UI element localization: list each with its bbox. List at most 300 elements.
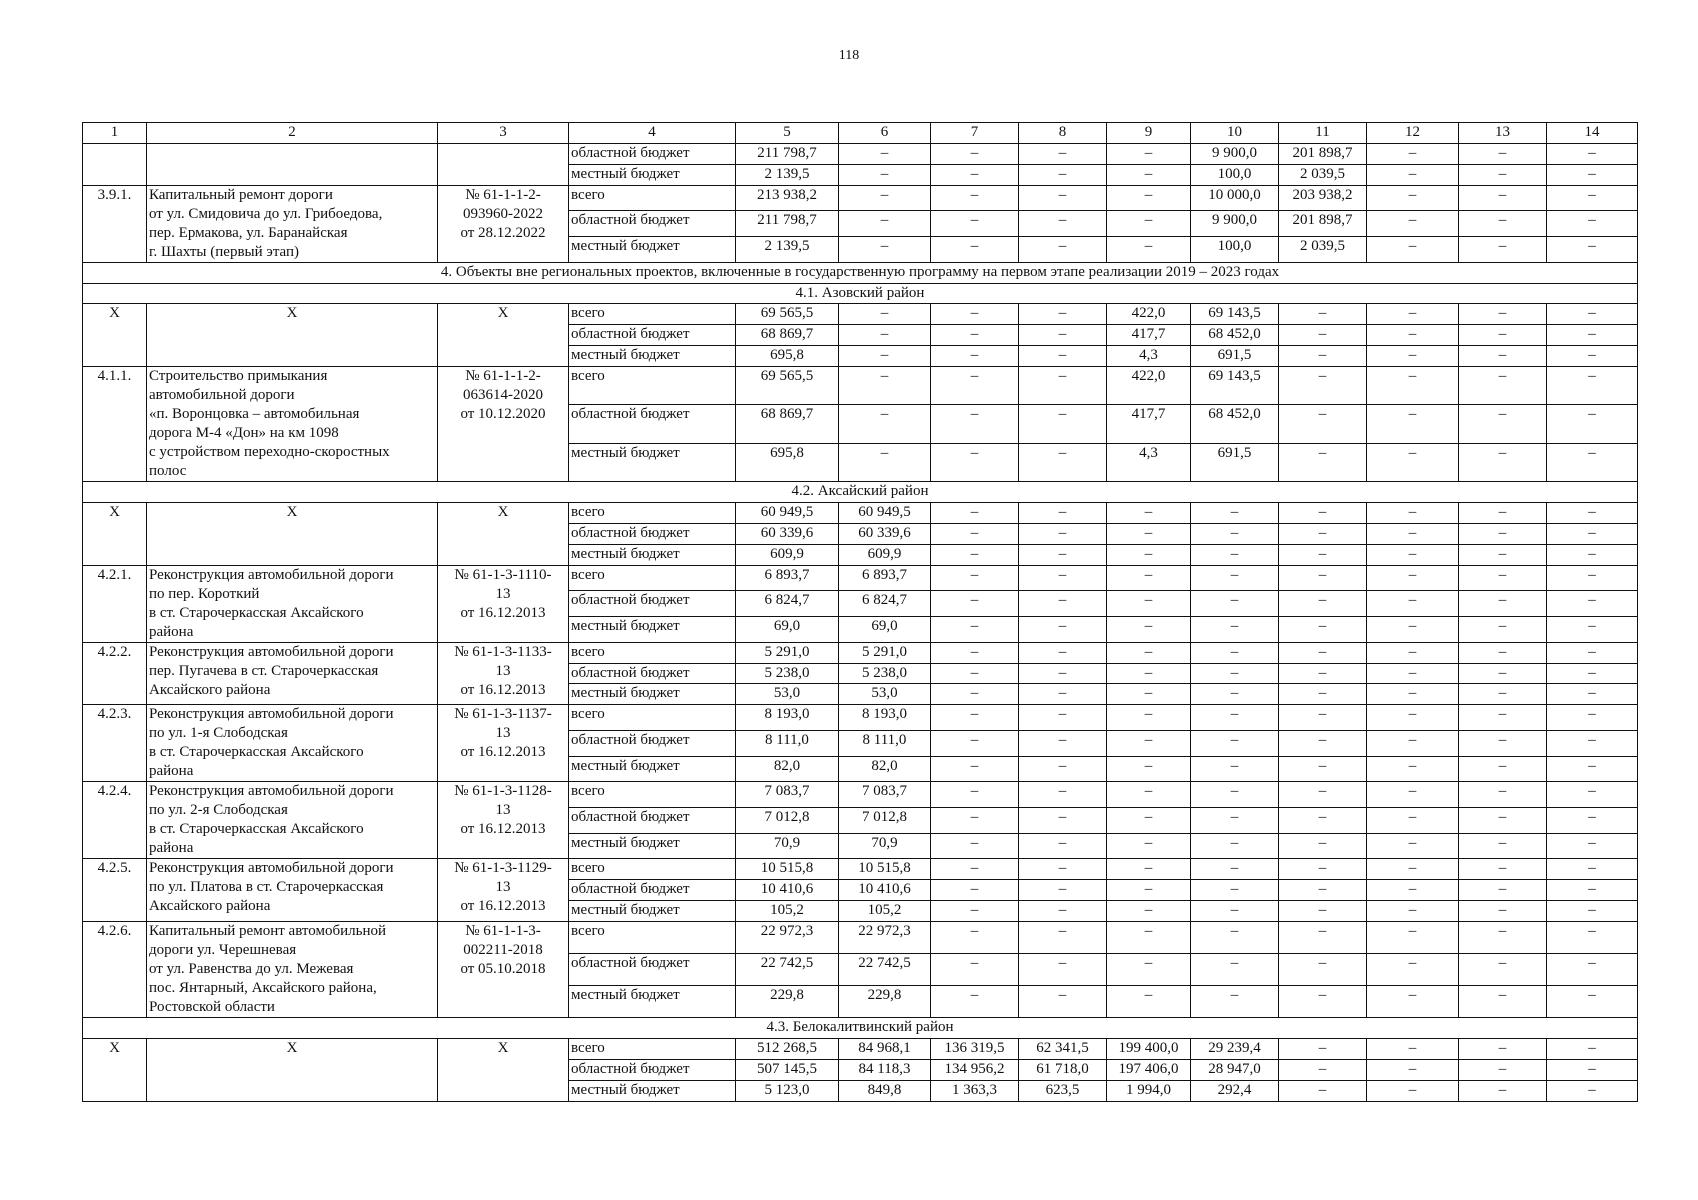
value-cell-col-7: – bbox=[931, 756, 1019, 782]
object-name-line: по пер. Короткий bbox=[149, 585, 260, 602]
value-cell-col-5: 211 798,7 bbox=[736, 143, 839, 164]
table-row bbox=[83, 304, 1638, 325]
value-cell-col-9: 4,3 bbox=[1107, 346, 1191, 367]
object-document bbox=[438, 565, 569, 642]
value-cell-col-12: – bbox=[1367, 367, 1459, 405]
value-cell-col-6: 82,0 bbox=[839, 756, 931, 782]
value-cell-col-7: – bbox=[931, 808, 1019, 834]
value-cell-col-14: – bbox=[1547, 503, 1638, 524]
budget-type-regional-budget: областной бюджет bbox=[569, 731, 736, 757]
value-cell-col-7: – bbox=[931, 782, 1019, 808]
value-cell-col-13: – bbox=[1459, 617, 1547, 643]
value-cell-col-7: – bbox=[931, 642, 1019, 663]
object-number: 4.2.3. bbox=[83, 705, 147, 782]
value-cell-col-7: – bbox=[931, 236, 1019, 262]
value-cell-col-13: – bbox=[1459, 591, 1547, 617]
x-mark: Х bbox=[147, 304, 438, 367]
object-name-line: района bbox=[149, 840, 194, 857]
empty-cell bbox=[438, 143, 569, 185]
value-cell-col-12: – bbox=[1367, 986, 1459, 1018]
value-cell-col-9: – bbox=[1107, 859, 1191, 880]
value-cell-col-10: – bbox=[1191, 922, 1279, 954]
value-cell-col-6: 8 111,0 bbox=[839, 731, 931, 757]
value-cell-col-12: – bbox=[1367, 731, 1459, 757]
column-header: 1 bbox=[83, 123, 147, 144]
value-cell-col-14: – bbox=[1547, 756, 1638, 782]
value-cell-col-13: – bbox=[1459, 503, 1547, 524]
value-cell-col-10: – bbox=[1191, 901, 1279, 922]
value-cell-col-9: 422,0 bbox=[1107, 304, 1191, 325]
value-cell-col-9: – bbox=[1107, 922, 1191, 954]
value-cell-col-13: – bbox=[1459, 1038, 1547, 1059]
budget-type-local-budget: местный бюджет bbox=[569, 684, 736, 705]
value-cell-col-12: – bbox=[1367, 833, 1459, 859]
value-cell-col-11: – bbox=[1279, 705, 1367, 731]
value-cell-col-14: – bbox=[1547, 565, 1638, 591]
object-name-line: полос bbox=[149, 463, 187, 480]
value-cell-col-11: – bbox=[1279, 1059, 1367, 1080]
value-cell-col-14: – bbox=[1547, 684, 1638, 705]
budget-type-local-budget: местный бюджет bbox=[569, 164, 736, 185]
value-cell-col-7: – bbox=[931, 705, 1019, 731]
value-cell-col-11: – bbox=[1279, 1080, 1367, 1101]
value-cell-col-6: 229,8 bbox=[839, 986, 931, 1018]
value-cell-col-10: 9 900,0 bbox=[1191, 143, 1279, 164]
page-number: 118 bbox=[838, 48, 860, 63]
column-header: 14 bbox=[1547, 123, 1638, 144]
object-name bbox=[147, 705, 438, 782]
value-cell-col-12: – bbox=[1367, 591, 1459, 617]
column-header: 9 bbox=[1107, 123, 1191, 144]
value-cell-col-14: – bbox=[1547, 405, 1638, 443]
value-cell-col-9: – bbox=[1107, 705, 1191, 731]
object-document-line: 13 bbox=[495, 802, 511, 819]
value-cell-col-8: – bbox=[1019, 922, 1107, 954]
value-cell-col-8: – bbox=[1019, 443, 1107, 481]
value-cell-col-5: 68 869,7 bbox=[736, 325, 839, 346]
value-cell-col-12: – bbox=[1367, 1080, 1459, 1101]
value-cell-col-8: – bbox=[1019, 565, 1107, 591]
value-cell-col-8: – bbox=[1019, 756, 1107, 782]
object-name-line: района bbox=[149, 623, 194, 640]
value-cell-col-13: – bbox=[1459, 782, 1547, 808]
object-number: 4.2.4. bbox=[83, 782, 147, 859]
value-cell-col-9: – bbox=[1107, 663, 1191, 684]
value-cell-col-14: – bbox=[1547, 1038, 1638, 1059]
value-cell-col-10: 68 452,0 bbox=[1191, 325, 1279, 346]
value-cell-col-13: – bbox=[1459, 731, 1547, 757]
object-document bbox=[438, 185, 569, 262]
value-cell-col-5: 2 139,5 bbox=[736, 236, 839, 262]
value-cell-col-6: – bbox=[839, 325, 931, 346]
value-cell-col-11: – bbox=[1279, 901, 1367, 922]
value-cell-col-12: – bbox=[1367, 544, 1459, 565]
budget-type-local-budget: местный бюджет bbox=[569, 443, 736, 481]
value-cell-col-13: – bbox=[1459, 346, 1547, 367]
value-cell-col-5: 105,2 bbox=[736, 901, 839, 922]
value-cell-col-5: 10 410,6 bbox=[736, 880, 839, 901]
value-cell-col-12: – bbox=[1367, 642, 1459, 663]
value-cell-col-11: – bbox=[1279, 833, 1367, 859]
value-cell-col-8: – bbox=[1019, 325, 1107, 346]
value-cell-col-13: – bbox=[1459, 544, 1547, 565]
district-heading bbox=[83, 1018, 1638, 1039]
value-cell-col-10: 691,5 bbox=[1191, 443, 1279, 481]
value-cell-col-7: – bbox=[931, 617, 1019, 643]
value-cell-col-10: 9 900,0 bbox=[1191, 211, 1279, 237]
budget-table bbox=[82, 122, 1638, 1102]
value-cell-col-8: – bbox=[1019, 859, 1107, 880]
table-body bbox=[83, 123, 1638, 1102]
value-cell-col-9: – bbox=[1107, 642, 1191, 663]
value-cell-col-12: – bbox=[1367, 164, 1459, 185]
value-cell-col-6: 60 949,5 bbox=[839, 503, 931, 524]
value-cell-col-13: – bbox=[1459, 642, 1547, 663]
object-document bbox=[438, 859, 569, 922]
object-name-line: Реконструкция автомобильной дороги bbox=[149, 706, 394, 723]
value-cell-col-5: 69 565,5 bbox=[736, 304, 839, 325]
object-name-line: Аксайского района bbox=[149, 898, 271, 915]
budget-type-local-budget: местный бюджет bbox=[569, 346, 736, 367]
value-cell-col-7: – bbox=[931, 325, 1019, 346]
value-cell-col-11: 2 039,5 bbox=[1279, 164, 1367, 185]
value-cell-col-13: – bbox=[1459, 986, 1547, 1018]
value-cell-col-11: – bbox=[1279, 523, 1367, 544]
value-cell-col-14: – bbox=[1547, 367, 1638, 405]
value-cell-col-7: – bbox=[931, 880, 1019, 901]
value-cell-col-10: 292,4 bbox=[1191, 1080, 1279, 1101]
value-cell-col-10: – bbox=[1191, 808, 1279, 834]
value-cell-col-8: – bbox=[1019, 211, 1107, 237]
value-cell-col-10: – bbox=[1191, 591, 1279, 617]
empty-cell bbox=[83, 143, 147, 185]
value-cell-col-13: – bbox=[1459, 325, 1547, 346]
value-cell-col-14: – bbox=[1547, 954, 1638, 986]
x-mark: Х bbox=[83, 503, 147, 566]
value-cell-col-12: – bbox=[1367, 705, 1459, 731]
value-cell-col-12: – bbox=[1367, 325, 1459, 346]
value-cell-col-7: – bbox=[931, 185, 1019, 211]
value-cell-col-9: – bbox=[1107, 544, 1191, 565]
value-cell-col-12: – bbox=[1367, 405, 1459, 443]
value-cell-col-13: – bbox=[1459, 304, 1547, 325]
value-cell-col-8: – bbox=[1019, 185, 1107, 211]
value-cell-col-5: 69,0 bbox=[736, 617, 839, 643]
value-cell-col-14: – bbox=[1547, 236, 1638, 262]
object-document-line: 093960-2022 bbox=[463, 205, 543, 222]
column-header: 11 bbox=[1279, 123, 1367, 144]
value-cell-col-9: – bbox=[1107, 731, 1191, 757]
value-cell-col-5: 22 972,3 bbox=[736, 922, 839, 954]
value-cell-col-11: – bbox=[1279, 663, 1367, 684]
value-cell-col-5: 6 824,7 bbox=[736, 591, 839, 617]
object-document bbox=[438, 922, 569, 1018]
value-cell-col-5: 53,0 bbox=[736, 684, 839, 705]
object-name-line: пос. Янтарный, Аксайского района, bbox=[149, 980, 377, 997]
value-cell-col-10: 100,0 bbox=[1191, 236, 1279, 262]
value-cell-col-9: – bbox=[1107, 211, 1191, 237]
value-cell-col-8: 623,5 bbox=[1019, 1080, 1107, 1101]
value-cell-col-11: – bbox=[1279, 642, 1367, 663]
budget-type-total: всего bbox=[569, 859, 736, 880]
value-cell-col-13: – bbox=[1459, 143, 1547, 164]
value-cell-col-13: – bbox=[1459, 443, 1547, 481]
value-cell-col-9: – bbox=[1107, 185, 1191, 211]
object-number: 4.2.2. bbox=[83, 642, 147, 705]
value-cell-col-10: – bbox=[1191, 833, 1279, 859]
budget-type-local-budget: местный бюджет bbox=[569, 1080, 736, 1101]
value-cell-col-5: 8 111,0 bbox=[736, 731, 839, 757]
value-cell-col-6: 7 083,7 bbox=[839, 782, 931, 808]
table-row bbox=[83, 367, 1638, 405]
value-cell-col-11: – bbox=[1279, 443, 1367, 481]
value-cell-col-14: – bbox=[1547, 1080, 1638, 1101]
value-cell-col-11: – bbox=[1279, 808, 1367, 834]
district-heading-title: 4.2. Аксайский район bbox=[83, 482, 1638, 503]
value-cell-col-10: – bbox=[1191, 565, 1279, 591]
budget-type-total: всего bbox=[569, 642, 736, 663]
value-cell-col-11: – bbox=[1279, 1038, 1367, 1059]
budget-type-total: всего bbox=[569, 1038, 736, 1059]
budget-type-local-budget: местный бюджет bbox=[569, 901, 736, 922]
budget-type-regional-budget: областной бюджет bbox=[569, 808, 736, 834]
section-heading-title: 4. Объекты вне региональных проектов, включенные в государственную программу на первом этапе реализации 2019 – 2023 годах bbox=[83, 262, 1638, 283]
object-name-line: Реконструкция автомобильной дороги bbox=[149, 783, 394, 800]
value-cell-col-6: 22 972,3 bbox=[839, 922, 931, 954]
value-cell-col-11: – bbox=[1279, 782, 1367, 808]
value-cell-col-10: 69 143,5 bbox=[1191, 367, 1279, 405]
object-name-line: в ст. Старочеркасская Аксайского bbox=[149, 604, 364, 621]
column-header: 2 bbox=[147, 123, 438, 144]
object-document-line: от 16.12.2013 bbox=[460, 744, 546, 761]
budget-type-regional-budget: областной бюджет bbox=[569, 325, 736, 346]
value-cell-col-8: – bbox=[1019, 544, 1107, 565]
value-cell-col-10: 69 143,5 bbox=[1191, 304, 1279, 325]
value-cell-col-6: 105,2 bbox=[839, 901, 931, 922]
object-name-line: от ул. Смидовича до ул. Грибоедова, bbox=[149, 205, 383, 222]
value-cell-col-14: – bbox=[1547, 859, 1638, 880]
object-document bbox=[438, 367, 569, 482]
value-cell-col-12: – bbox=[1367, 443, 1459, 481]
object-name-line: от ул. Равенства до ул. Межевая bbox=[149, 961, 354, 978]
value-cell-col-6: 7 012,8 bbox=[839, 808, 931, 834]
value-cell-col-5: 60 949,5 bbox=[736, 503, 839, 524]
value-cell-col-10: – bbox=[1191, 705, 1279, 731]
value-cell-col-10: 100,0 bbox=[1191, 164, 1279, 185]
object-name-line: дороги ул. Черешневая bbox=[149, 942, 297, 959]
table-row bbox=[83, 859, 1638, 880]
value-cell-col-11: – bbox=[1279, 617, 1367, 643]
value-cell-col-5: 60 339,6 bbox=[736, 523, 839, 544]
object-document-line: 063614-2020 bbox=[463, 387, 543, 404]
object-document-line: 13 bbox=[495, 662, 511, 679]
value-cell-col-7: 134 956,2 bbox=[931, 1059, 1019, 1080]
value-cell-col-6: 22 742,5 bbox=[839, 954, 931, 986]
value-cell-col-14: – bbox=[1547, 782, 1638, 808]
object-name bbox=[147, 185, 438, 262]
budget-type-local-budget: местный бюджет bbox=[569, 544, 736, 565]
value-cell-col-9: – bbox=[1107, 523, 1191, 544]
value-cell-col-8: 61 718,0 bbox=[1019, 1059, 1107, 1080]
value-cell-col-11: – bbox=[1279, 986, 1367, 1018]
value-cell-col-10: – bbox=[1191, 684, 1279, 705]
value-cell-col-5: 512 268,5 bbox=[736, 1038, 839, 1059]
value-cell-col-7: – bbox=[931, 731, 1019, 757]
value-cell-col-6: – bbox=[839, 346, 931, 367]
table-row bbox=[83, 143, 1638, 164]
value-cell-col-13: – bbox=[1459, 705, 1547, 731]
value-cell-col-7: 1 363,3 bbox=[931, 1080, 1019, 1101]
value-cell-col-9: – bbox=[1107, 833, 1191, 859]
value-cell-col-10: – bbox=[1191, 731, 1279, 757]
value-cell-col-8: – bbox=[1019, 304, 1107, 325]
value-cell-col-9: 417,7 bbox=[1107, 325, 1191, 346]
value-cell-col-9: 422,0 bbox=[1107, 367, 1191, 405]
value-cell-col-9: – bbox=[1107, 591, 1191, 617]
object-name-line: по ул. Платова в ст. Старочеркасская bbox=[149, 879, 384, 896]
value-cell-col-11: – bbox=[1279, 880, 1367, 901]
value-cell-col-9: 199 400,0 bbox=[1107, 1038, 1191, 1059]
value-cell-col-6: 84 968,1 bbox=[839, 1038, 931, 1059]
value-cell-col-9: 417,7 bbox=[1107, 405, 1191, 443]
object-document-line: от 16.12.2013 bbox=[460, 898, 546, 915]
value-cell-col-7: – bbox=[931, 663, 1019, 684]
value-cell-col-7: – bbox=[931, 859, 1019, 880]
value-cell-col-6: – bbox=[839, 367, 931, 405]
value-cell-col-5: 507 145,5 bbox=[736, 1059, 839, 1080]
object-name-line: Реконструкция автомобильной дороги bbox=[149, 566, 394, 583]
budget-type-total: всего bbox=[569, 565, 736, 591]
object-document bbox=[438, 782, 569, 859]
value-cell-col-9: – bbox=[1107, 236, 1191, 262]
value-cell-col-8: – bbox=[1019, 143, 1107, 164]
value-cell-col-14: – bbox=[1547, 325, 1638, 346]
object-name-line: «п. Воронцовка – автомобильная bbox=[149, 406, 360, 423]
value-cell-col-7: 136 319,5 bbox=[931, 1038, 1019, 1059]
value-cell-col-8: – bbox=[1019, 684, 1107, 705]
object-document-line: от 16.12.2013 bbox=[460, 821, 546, 838]
value-cell-col-10: – bbox=[1191, 642, 1279, 663]
object-document-line: № 61-1-3-1133- bbox=[454, 643, 552, 660]
value-cell-col-10: – bbox=[1191, 503, 1279, 524]
value-cell-col-11: – bbox=[1279, 405, 1367, 443]
district-heading-title: 4.3. Белокалитвинский район bbox=[83, 1018, 1638, 1039]
value-cell-col-8: – bbox=[1019, 617, 1107, 643]
value-cell-col-8: – bbox=[1019, 523, 1107, 544]
budget-type-total: всего bbox=[569, 782, 736, 808]
value-cell-col-14: – bbox=[1547, 443, 1638, 481]
value-cell-col-11: – bbox=[1279, 304, 1367, 325]
value-cell-col-10: 691,5 bbox=[1191, 346, 1279, 367]
value-cell-col-6: 69,0 bbox=[839, 617, 931, 643]
value-cell-col-11: – bbox=[1279, 346, 1367, 367]
value-cell-col-10: 28 947,0 bbox=[1191, 1059, 1279, 1080]
district-heading bbox=[83, 482, 1638, 503]
value-cell-col-8: – bbox=[1019, 591, 1107, 617]
value-cell-col-14: – bbox=[1547, 591, 1638, 617]
value-cell-col-6: 8 193,0 bbox=[839, 705, 931, 731]
value-cell-col-11: – bbox=[1279, 367, 1367, 405]
value-cell-col-9: – bbox=[1107, 901, 1191, 922]
budget-type-total: всего bbox=[569, 503, 736, 524]
value-cell-col-14: – bbox=[1547, 922, 1638, 954]
value-cell-col-12: – bbox=[1367, 901, 1459, 922]
value-cell-col-6: 10 410,6 bbox=[839, 880, 931, 901]
value-cell-col-12: – bbox=[1367, 346, 1459, 367]
value-cell-col-10: – bbox=[1191, 954, 1279, 986]
object-name-line: дорога М-4 «Дон» на км 1098 bbox=[149, 425, 339, 442]
object-name-line: пер. Ермакова, ул. Баранайская bbox=[149, 224, 348, 241]
value-cell-col-14: – bbox=[1547, 523, 1638, 544]
x-mark: Х bbox=[147, 1038, 438, 1101]
value-cell-col-14: – bbox=[1547, 617, 1638, 643]
object-name bbox=[147, 642, 438, 705]
budget-type-local-budget: местный бюджет bbox=[569, 756, 736, 782]
x-mark: Х bbox=[438, 304, 569, 367]
value-cell-col-8: – bbox=[1019, 367, 1107, 405]
value-cell-col-7: – bbox=[931, 304, 1019, 325]
value-cell-col-6: – bbox=[839, 405, 931, 443]
value-cell-col-5: 5 123,0 bbox=[736, 1080, 839, 1101]
value-cell-col-12: – bbox=[1367, 954, 1459, 986]
value-cell-col-12: – bbox=[1367, 143, 1459, 164]
budget-type-total: всего bbox=[569, 922, 736, 954]
value-cell-col-12: – bbox=[1367, 782, 1459, 808]
object-document bbox=[438, 705, 569, 782]
value-cell-col-9: – bbox=[1107, 782, 1191, 808]
value-cell-col-5: 211 798,7 bbox=[736, 211, 839, 237]
object-document-line: от 16.12.2013 bbox=[460, 681, 546, 698]
value-cell-col-5: 5 291,0 bbox=[736, 642, 839, 663]
object-name-line: в ст. Старочеркасская Аксайского bbox=[149, 821, 364, 838]
value-cell-col-14: – bbox=[1547, 164, 1638, 185]
value-cell-col-9: – bbox=[1107, 143, 1191, 164]
column-header: 4 bbox=[569, 123, 736, 144]
object-name-line: Строительство примыкания bbox=[149, 368, 328, 385]
value-cell-col-6: 10 515,8 bbox=[839, 859, 931, 880]
value-cell-col-6: 70,9 bbox=[839, 833, 931, 859]
x-mark: Х bbox=[147, 503, 438, 566]
object-document-line: № 61-1-3-1110- bbox=[454, 566, 552, 583]
value-cell-col-13: – bbox=[1459, 1080, 1547, 1101]
value-cell-col-12: – bbox=[1367, 1038, 1459, 1059]
value-cell-col-14: – bbox=[1547, 211, 1638, 237]
value-cell-col-7: – bbox=[931, 443, 1019, 481]
value-cell-col-9: – bbox=[1107, 503, 1191, 524]
object-name-line: Реконструкция автомобильной дороги bbox=[149, 860, 394, 877]
object-document-line: 13 bbox=[495, 725, 511, 742]
value-cell-col-12: – bbox=[1367, 617, 1459, 643]
value-cell-col-11: 201 898,7 bbox=[1279, 143, 1367, 164]
object-name-line: в ст. Старочеркасская Аксайского bbox=[149, 744, 364, 761]
x-mark: Х bbox=[438, 1038, 569, 1101]
value-cell-col-11: – bbox=[1279, 756, 1367, 782]
value-cell-col-8: – bbox=[1019, 642, 1107, 663]
value-cell-col-9: – bbox=[1107, 986, 1191, 1018]
value-cell-col-7: – bbox=[931, 503, 1019, 524]
column-header: 10 bbox=[1191, 123, 1279, 144]
budget-type-regional-budget: областной бюджет bbox=[569, 211, 736, 237]
value-cell-col-5: 68 869,7 bbox=[736, 405, 839, 443]
value-cell-col-8: – bbox=[1019, 503, 1107, 524]
object-document-line: 13 bbox=[495, 585, 511, 602]
budget-type-local-budget: местный бюджет bbox=[569, 617, 736, 643]
value-cell-col-12: – bbox=[1367, 523, 1459, 544]
value-cell-col-11: – bbox=[1279, 922, 1367, 954]
value-cell-col-14: – bbox=[1547, 663, 1638, 684]
district-heading bbox=[83, 283, 1638, 304]
value-cell-col-9: 4,3 bbox=[1107, 443, 1191, 481]
